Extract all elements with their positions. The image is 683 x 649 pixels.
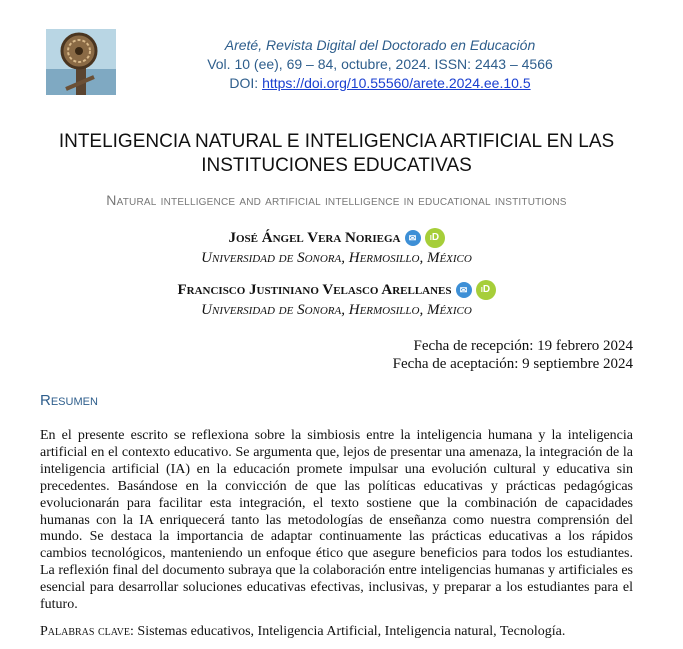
- abstract-text: En el presente escrito se reflexiona sobre la simbiosis entre la inteligencia humana y la inteligencia artificial en el contexto educativo. Se argumenta que, lejos de presentar una amenaza, la integración de la inteligencia artificial (IA) en la educación promete impulsar una evolución cultural y educativa sin precedentes. Basándose en la convicción de que las políticas educativas y prácticas pedagógicas evolucionarán para facilitar esta integración, el texto sostiene que la combinación de capacidades humanas con la IA enriquecerá tanto las metodologías de enseñanza como nuestra comprensión del mundo. Se destaca la importancia de adaptar continuamente las prácticas educativas a los rápidos cambios tecnológicos, manteniendo un enfoque ético que asegure beneficios para todos los estudiantes. La reflexión final del documento subraya que la colaboración entre inteligencias humanas y artificiales es esencial para desarrollar soluciones educativas efectivas, inclusivas, y preparar a los estudiantes para el futuro.: [40, 428, 633, 613]
- accepted-date: Fecha de aceptación: 9 septiembre 2024: [392, 356, 633, 372]
- orcid-icon[interactable]: iD: [425, 228, 445, 248]
- journal-name: Areté, Revista Digital del Doctorado en Educación: [224, 37, 536, 53]
- doi-label: DOI:: [229, 75, 263, 91]
- keywords: [40, 623, 633, 640]
- journal-volume: Vol. 10 (ee), 69 – 84, octubre, 2024. ISSN: 2443 – 4566: [207, 56, 553, 72]
- english-title: Natural intelligence and artificial intelligence in educational institutions: [106, 192, 567, 208]
- keywords-label: Palabras clave:: [40, 624, 134, 639]
- article-title: [40, 130, 633, 178]
- mail-icon[interactable]: ✉: [405, 230, 421, 246]
- author-1: [40, 228, 633, 268]
- journal-logo-wheel-icon: [46, 29, 116, 95]
- title-line-2: INSTITUCIONES EDUCATIVAS: [201, 155, 472, 176]
- title-line-1: INTELIGENCIA NATURAL E INTELIGENCIA ARTIFICIAL EN LAS: [58, 131, 615, 152]
- keywords-text: Sistemas educativos, Inteligencia Artificial, Inteligencia natural, Tecnología.: [133, 624, 566, 639]
- abstract-heading: Resumen: [40, 392, 98, 409]
- dates-block: [393, 337, 633, 373]
- author-2: [40, 280, 633, 320]
- author-name: [177, 280, 495, 300]
- received-date: Fecha de recepción: 19 febrero 2024: [413, 338, 633, 354]
- doi-link[interactable]: https://doi.org/10.55560/arete.2024.ee.10.5: [262, 75, 531, 91]
- author-name: [228, 228, 444, 248]
- orcid-icon[interactable]: iD: [476, 280, 496, 300]
- journal-logo: [46, 29, 116, 95]
- author-name-text: Francisco Justiniano Velasco Arellanes: [177, 282, 452, 298]
- author-affiliation: Universidad de Sonora, Hermosillo, México: [201, 302, 472, 318]
- author-name-text: José Ángel Vera Noriega: [228, 230, 401, 246]
- journal-doi: [180, 74, 580, 93]
- mail-icon[interactable]: ✉: [456, 282, 472, 298]
- author-affiliation: Universidad de Sonora, Hermosillo, México: [201, 250, 472, 266]
